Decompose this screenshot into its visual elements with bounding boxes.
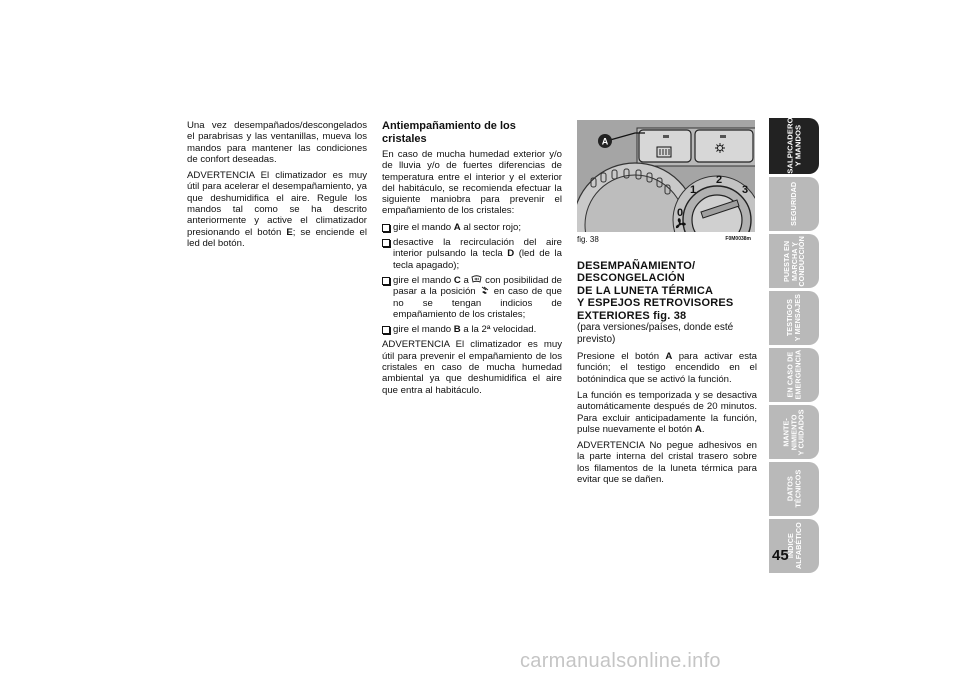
fan-speed-3-label: 3: [742, 184, 749, 196]
tab-label: TESTIGOS Y MENSAJES: [785, 294, 802, 342]
section-heading-line: Y ESPEJOS RETROVISORES: [577, 297, 734, 310]
paragraph-advertencia-3: ADVERTENCIA No pegue adhesivos en la parte interna del cristal trasero sobre los filamentos de la luneta térmica para evitar que se dañen.: [577, 440, 757, 485]
column-1: [187, 120, 367, 254]
tab-datos-tecnicos[interactable]: [769, 462, 819, 516]
step-text: gire el mando: [393, 324, 454, 336]
step-text: con posibilidad de pasar a la posición: [393, 274, 562, 298]
section-heading-line: DESCONGELACIÓN: [577, 272, 685, 285]
bullet-box-icon: [382, 277, 390, 285]
section-heading-line: EXTERIORES fig. 38: [577, 309, 687, 322]
section-heading-antiempanamiento: Antiempañamiento de los cristales: [382, 120, 516, 145]
list-item: [382, 222, 562, 233]
page-number: 45: [772, 547, 789, 564]
list-item: [382, 237, 562, 271]
section-subheading: (para versiones/países, donde esté previsto): [577, 322, 734, 346]
paragraph-temporizada: [577, 390, 757, 435]
steps-list: [382, 222, 562, 336]
bullet-box-icon: [382, 224, 390, 232]
fan-speed-0-label: 0: [677, 207, 684, 219]
paragraph-temporizada-text: La función es temporizada y se desactiva automáticamente después de 20 minutos. Para excluir anticipadamente la función, pulse nuevamente el botón A.: [577, 389, 757, 435]
tab-label: DATOS TÉCNICOS: [785, 470, 802, 508]
tab-label: SEGURIDAD: [789, 181, 799, 227]
figure-code: F0M0038m: [725, 236, 751, 242]
tab-label: ÍNDICE ALFABÉTICO: [785, 522, 802, 570]
advertencia-1-text: ADVERTENCIA El climatizador es muy útil para acelerar el desempañamiento, ya que deshumidifica el aire. Regule los mandos tal como se ha descrito anteriormente y active el climatizador presionando el botón E; se enciende el led del botón.: [187, 170, 368, 249]
paragraph-intro: En caso de mucha humedad exterior y/o de lluvia y/o de fuertes diferencias de temperatura entre el interior y el exterior del habitáculo, se recomienda efectuar la siguiente maniobra para prevenir el empañamiento de los cristales:: [382, 149, 562, 217]
paragraph-presione: [577, 351, 757, 385]
paragraph-confort: Una vez desempañados/descongelados el parabrisas y las ventanillas, mueva los mandos para mantener las condiciones de confort deseadas.: [187, 120, 367, 165]
step-text: al sector rojo;: [460, 221, 521, 233]
section-heading-line: DE LA LUNETA TÉRMICA: [577, 284, 714, 297]
tab-label: MANTE- NIMIENTO Y CUIDADOS: [781, 409, 806, 455]
list-item: [382, 275, 562, 320]
tab-label: EN CASO DE EMERGENCIA: [785, 350, 802, 400]
tab-label: PUESTA EN MARCHA Y CONDUCCIÓN: [781, 235, 806, 287]
windshield-defrost-icon: [471, 275, 482, 284]
chapter-tabs: [769, 118, 821, 576]
figure-callout-a: A: [601, 136, 609, 147]
step-text: a la 2ª velocidad.: [460, 324, 537, 336]
air-feet-icon: [479, 286, 490, 295]
climate-panel-illustration: [577, 120, 755, 232]
tab-puesta-en-marcha[interactable]: [769, 234, 819, 288]
step-text: en caso de que no se tengan indicios de empañamiento de los cristales;: [393, 286, 562, 320]
paragraph-advertencia-1: [187, 170, 367, 249]
control-key: A: [453, 221, 461, 233]
figure-caption: [577, 235, 755, 244]
step-text: gire el mando: [393, 274, 454, 286]
column-3: [577, 260, 757, 490]
step-text: desactive la recirculación del aire interior pulsando la tecla: [393, 237, 562, 260]
list-item: [382, 324, 562, 335]
step-text: a: [460, 274, 472, 286]
figure-caption-text: fig. 38: [577, 235, 599, 244]
tab-salpicadero[interactable]: [769, 118, 819, 174]
bullet-box-icon: [382, 239, 390, 247]
bullet-box-icon: [382, 326, 390, 334]
control-key: D: [507, 248, 515, 260]
fan-speed-2-label: 2: [716, 174, 723, 186]
tab-indice[interactable]: [769, 519, 819, 573]
tab-emergencia[interactable]: [769, 348, 819, 402]
column-2: [382, 120, 562, 401]
control-key: B: [453, 324, 461, 336]
tab-mantenimiento[interactable]: [769, 405, 819, 459]
tab-label: SALPICADERO Y MANDOS: [785, 117, 802, 175]
fan-speed-1-label: 1: [690, 184, 697, 196]
section-heading-line: DESEMPAÑAMIENTO/: [577, 260, 696, 272]
figure-38-climate-panel: [577, 120, 755, 232]
step-text: (led de la tecla apagado);: [393, 248, 562, 271]
step-text: gire el mando: [393, 221, 454, 233]
watermark: carmanualsonline.info: [520, 650, 721, 672]
tab-seguridad[interactable]: [769, 177, 819, 231]
paragraph-advertencia-2: ADVERTENCIA El climatizador es muy útil para prevenir el empañamiento de los cristales en caso de mucha humedad ambiental ya que deshumidifica el aire que entra al habitáculo.: [382, 339, 562, 396]
paragraph-presione-text: Presione el botón A para activar esta función; el testigo encendido en el botónindica que se activó la función.: [577, 351, 757, 385]
tab-testigos[interactable]: [769, 291, 819, 345]
control-key: C: [453, 274, 461, 286]
